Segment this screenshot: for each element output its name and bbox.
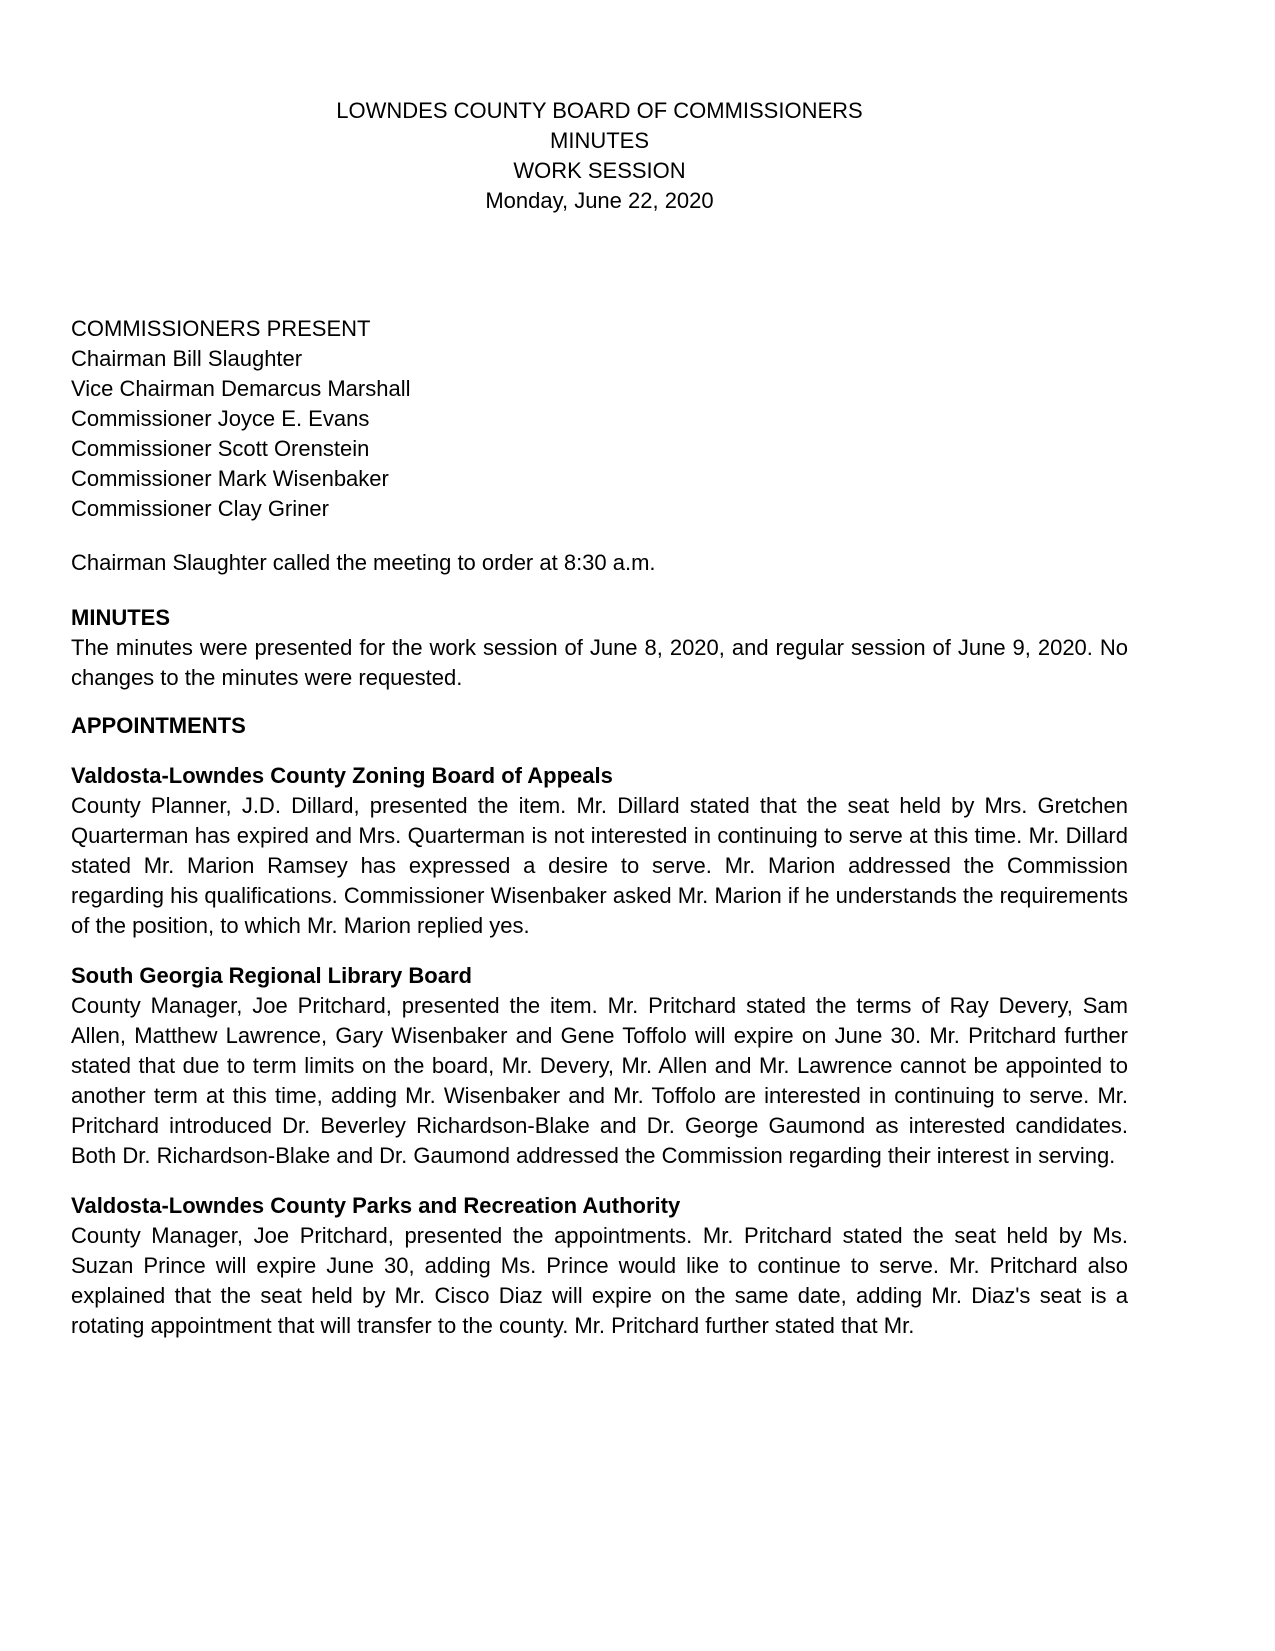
commissioner-item: Chairman Bill Slaughter (71, 346, 303, 371)
minutes-heading: MINUTES (71, 605, 170, 630)
document-subtitle-minutes: MINUTES (550, 128, 649, 153)
appointment-title: South Georgia Regional Library Board (71, 963, 472, 988)
commissioner-item: Commissioner Joyce E. Evans (71, 406, 370, 431)
document-date: Monday, June 22, 2020 (485, 188, 714, 213)
document-title: LOWNDES COUNTY BOARD OF COMMISSIONERS (336, 98, 863, 123)
document-header (71, 96, 1128, 216)
commissioner-item: Commissioner Clay Griner (71, 496, 329, 521)
commissioners-present-heading: COMMISSIONERS PRESENT (71, 316, 371, 341)
appointment-subsection-library-board (71, 961, 1128, 1171)
commissioner-item: Commissioner Mark Wisenbaker (71, 466, 389, 491)
appointment-body: County Planner, J.D. Dillard, presented the item. Mr. Dillard stated that the seat held by Mrs. Gretchen Quarterman has expired and Mrs. Quarterman is not interested in continuing to serve at this time. Mr. Dillard stated Mr. Marion Ramsey has expressed a desire to serve. Mr. Marion addressed the Commission regarding his qualifications. Commissioner Wisenbaker asked Mr. Marion if he understands the requirements of the position, to which Mr. Marion replied yes. (71, 793, 1128, 938)
appointment-subsection-parks-authority (71, 1191, 1128, 1341)
appointment-title: Valdosta-Lowndes County Zoning Board of Appeals (71, 763, 613, 788)
call-to-order-line: Chairman Slaughter called the meeting to order at 8:30 a.m. (71, 550, 656, 575)
appointment-body: County Manager, Joe Pritchard, presented the item. Mr. Pritchard stated the terms of Ray Devery, Sam Allen, Matthew Lawrence, Gary Wisenbaker and Gene Toffolo will expire on June 30. Mr. Pritchard further stated that due to term limits on the board, Mr. Devery, Mr. Allen and Mr. Lawrence cannot be appointed to another term at this time, adding Mr. Wisenbaker and Mr. Toffolo are interested in continuing to serve. Mr. Pritchard introduced Dr. Beverley Richardson-Blake and Dr. George Gaumond as interested candidates. Both Dr. Richardson-Blake and Dr. Gaumond addressed the Commission regarding their interest in serving. (71, 993, 1128, 1168)
minutes-body: The minutes were presented for the work session of June 8, 2020, and regular session of June 9, 2020. No changes to the minutes were requested. (71, 635, 1128, 690)
appointment-body: County Manager, Joe Pritchard, presented the appointments. Mr. Pritchard stated the seat held by Ms. Suzan Prince will expire June 30, adding Ms. Prince would like to continue to serve. Mr. Pritchard also explained that the seat held by Mr. Cisco Diaz will expire on the same date, adding Mr. Diaz's seat is a rotating appointment that will transfer to the county. Mr. Pritchard further stated that Mr. (71, 1223, 1128, 1338)
commissioner-item: Vice Chairman Demarcus Marshall (71, 376, 411, 401)
commissioners-present-section (71, 314, 1128, 524)
appointment-subsection-zoning-board (71, 761, 1128, 941)
commissioner-item: Commissioner Scott Orenstein (71, 436, 370, 461)
minutes-section (71, 603, 1128, 693)
commissioners-list (71, 344, 1128, 524)
appointment-title: Valdosta-Lowndes County Parks and Recreation Authority (71, 1193, 681, 1218)
document-subtitle-session: WORK SESSION (513, 158, 686, 183)
appointments-heading: APPOINTMENTS (71, 713, 246, 738)
